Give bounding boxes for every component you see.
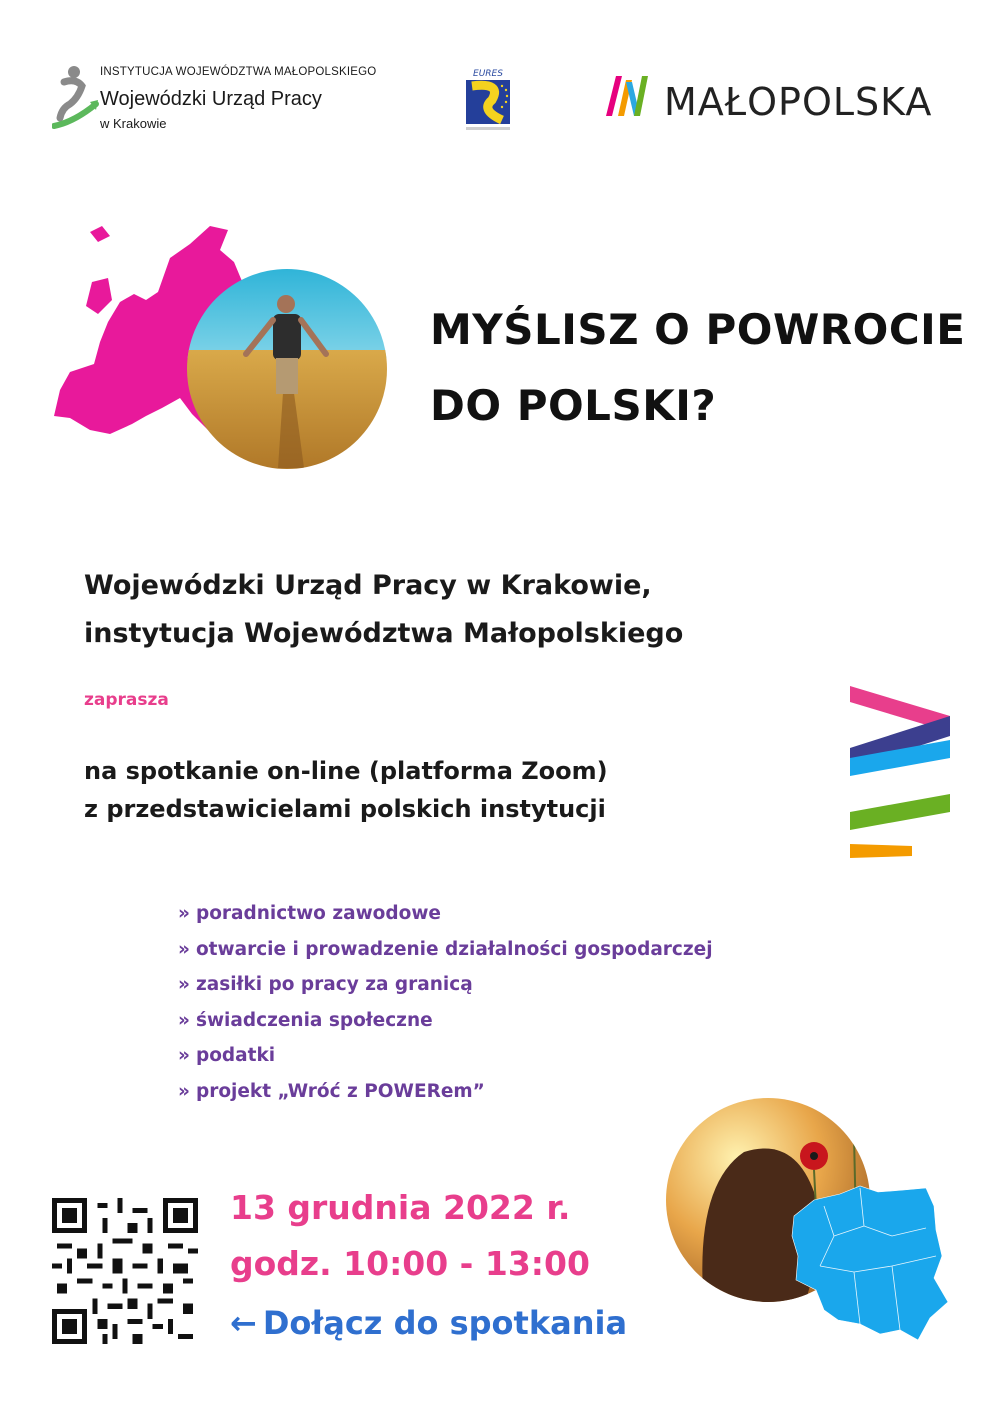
list-item: » projekt „Wróć z POWERem”	[178, 1076, 713, 1112]
malopolska-mark-icon	[604, 70, 654, 120]
eures-label: EURES	[473, 69, 503, 79]
organizer-line-1: Wojewódzki Urząd Pracy w Krakowie,	[84, 570, 652, 601]
invite-text: zaprasza	[84, 690, 169, 710]
wup-figure-icon	[52, 64, 100, 130]
event-date: 13 grudnia 2022 r.	[230, 1188, 571, 1227]
event-time: godz. 10:00 - 13:00	[230, 1244, 590, 1283]
wup-institution-line: INSTYTUCJA WOJEWÓDZTWA MAŁOPOLSKIEGO	[100, 66, 377, 78]
topics-list	[178, 898, 713, 1111]
organizer-line-2: instytucja Województwa Małopolskiego	[84, 618, 684, 649]
qr-code-icon[interactable]	[52, 1198, 198, 1344]
title-line-1: MYŚLISZ O POWROCIE	[430, 305, 966, 354]
join-meeting-label: Dołącz do spotkania	[262, 1304, 628, 1342]
malopolska-wordmark: MAŁOPOLSKA	[664, 80, 933, 124]
meeting-line-1: na spotkanie on-line (platforma Zoom)	[84, 757, 608, 785]
list-item: » zasiłki po pracy za granicą	[178, 969, 713, 1005]
title-line-2: DO POLSKI?	[430, 381, 717, 430]
list-item: » świadczenia społeczne	[178, 1005, 713, 1041]
page-title	[430, 292, 970, 444]
wup-name: Wojewódzki Urząd Pracy	[100, 88, 322, 110]
poland-art	[664, 1096, 952, 1346]
meeting-line-2: z przedstawicielami polskich instytucji	[84, 795, 606, 823]
organizer	[84, 562, 784, 658]
list-item: » poradnictwo zawodowe	[178, 898, 713, 934]
decorative-stripes	[850, 686, 950, 858]
list-item: » otwarcie i prowadzenie działalności gospodarczej	[178, 934, 713, 970]
field-photo	[186, 268, 388, 470]
poland-map-icon	[792, 1186, 948, 1340]
list-item: » podatki	[178, 1040, 713, 1076]
wup-city: w Krakowie	[100, 116, 167, 131]
eures-logo	[452, 66, 524, 134]
arrow-left-icon: ←	[230, 1304, 257, 1342]
meeting-description	[84, 752, 784, 828]
join-meeting-link[interactable]	[230, 1304, 627, 1342]
